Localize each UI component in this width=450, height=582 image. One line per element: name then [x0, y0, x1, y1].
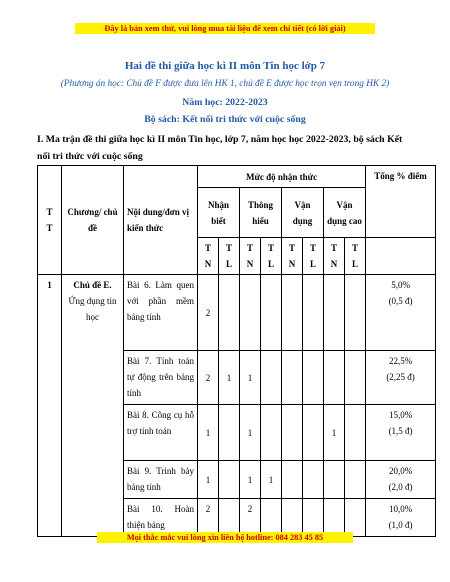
row-stt: 1 — [38, 275, 62, 537]
cell — [282, 275, 303, 351]
cell — [303, 405, 324, 461]
cell — [219, 405, 240, 461]
cell — [324, 461, 345, 499]
sub-tl: T L — [345, 238, 366, 275]
level-apply: Vận dụng — [282, 188, 324, 238]
cell: 2 — [198, 499, 219, 537]
empty-cell — [366, 238, 436, 275]
cell: 1 — [261, 461, 282, 499]
exam-matrix-table — [37, 165, 436, 537]
sub-tl: T L — [219, 238, 240, 275]
hotline-banner: Mọi thắc mắc vui lòng xin liên hệ hotline: 084 283 45 85 — [97, 532, 353, 543]
cell — [303, 461, 324, 499]
cell: 2 — [198, 351, 219, 405]
cell — [282, 499, 303, 537]
sub-tl: T L — [261, 238, 282, 275]
level-recognize: Nhận biết — [198, 188, 240, 238]
sub-tn: T N — [198, 238, 219, 275]
header-total-percent: Tổng % điểm — [366, 166, 436, 238]
cell — [261, 499, 282, 537]
cell — [324, 499, 345, 537]
cell — [261, 275, 282, 351]
level-understand: Thông hiểu — [240, 188, 282, 238]
cell — [324, 351, 345, 405]
cell: 1 — [324, 405, 345, 461]
document-title: Hai đề thi giữa học kì II môn Tin học lớp 7 — [124, 60, 326, 72]
cell — [219, 275, 240, 351]
cell: 1 — [240, 351, 261, 405]
cell — [345, 275, 366, 351]
row-total: 22,5% (2,25 đ) — [366, 351, 436, 405]
cell — [219, 499, 240, 537]
cell: 1 — [198, 461, 219, 499]
sub-tl: T L — [303, 238, 324, 275]
row-chapter: Chủ đề E. Ứng dụng tin học — [62, 275, 124, 537]
document-subtitle: (Phương án học: Chủ đề F được đưa lên HK 1, chủ đề E được học trọn vẹn trong HK 2) — [60, 79, 390, 89]
cell — [282, 461, 303, 499]
cell — [219, 461, 240, 499]
cell: 2 — [198, 275, 219, 351]
header-cognitive-level: Mức độ nhận thức — [198, 166, 366, 188]
row-content: Bài 6. Làm quen với phần mềm bảng tính — [124, 275, 198, 351]
book-series: Bộ sách: Kết nối tri thức với cuộc sống — [144, 114, 306, 125]
row-total: 10,0% (1,0 đ) — [366, 499, 436, 537]
row-content: Bài 8. Công cụ hỗ trợ tính toán — [124, 405, 198, 461]
cell — [303, 351, 324, 405]
cell — [345, 405, 366, 461]
level-apply-high: Vận dụng cao — [324, 188, 366, 238]
cell — [345, 461, 366, 499]
cell — [303, 499, 324, 537]
preview-banner: Đây là bản xem thử, vui lòng mua tài liệu để xem chi tiết (có lời giải) — [75, 23, 375, 34]
row-content: Bài 10. Hoàn thiện bảng — [124, 499, 198, 537]
sub-tn: T N — [324, 238, 345, 275]
header-stt: T T — [38, 166, 62, 275]
sub-tn: T N — [282, 238, 303, 275]
cell — [282, 405, 303, 461]
section-heading: I. Ma trận đề thi giữa học kì II môn Tin học, lớp 7, năm học học 2022-2023, bộ sách Kết nối tri thức với cuộc sống — [37, 134, 403, 162]
row-total: 15,0% (1,5 đ) — [366, 405, 436, 461]
cell — [261, 405, 282, 461]
sub-tn: T N — [240, 238, 261, 275]
row-total: 20,0% (2,0 đ) — [366, 461, 436, 499]
row-total: 5,0% (0,5 đ) — [366, 275, 436, 351]
cell: 1 — [198, 405, 219, 461]
table-row — [38, 275, 436, 351]
header-chapter: Chương/ chủ đề — [62, 166, 124, 275]
cell: 2 — [240, 499, 261, 537]
cell: 1 — [219, 351, 240, 405]
cell — [240, 275, 261, 351]
header-content: Nội dung/đơn vị kiến thức — [124, 166, 198, 275]
cell: 1 — [240, 405, 261, 461]
cell — [282, 351, 303, 405]
cell — [345, 499, 366, 537]
school-year: Năm học: 2022-2023 — [182, 97, 268, 108]
cell: 1 — [240, 461, 261, 499]
cell — [303, 275, 324, 351]
row-content: Bài 9. Trình bày bảng tính — [124, 461, 198, 499]
cell — [261, 351, 282, 405]
row-content: Bài 7. Tính toán tự động trên bảng tính — [124, 351, 198, 405]
cell — [345, 351, 366, 405]
cell — [324, 275, 345, 351]
